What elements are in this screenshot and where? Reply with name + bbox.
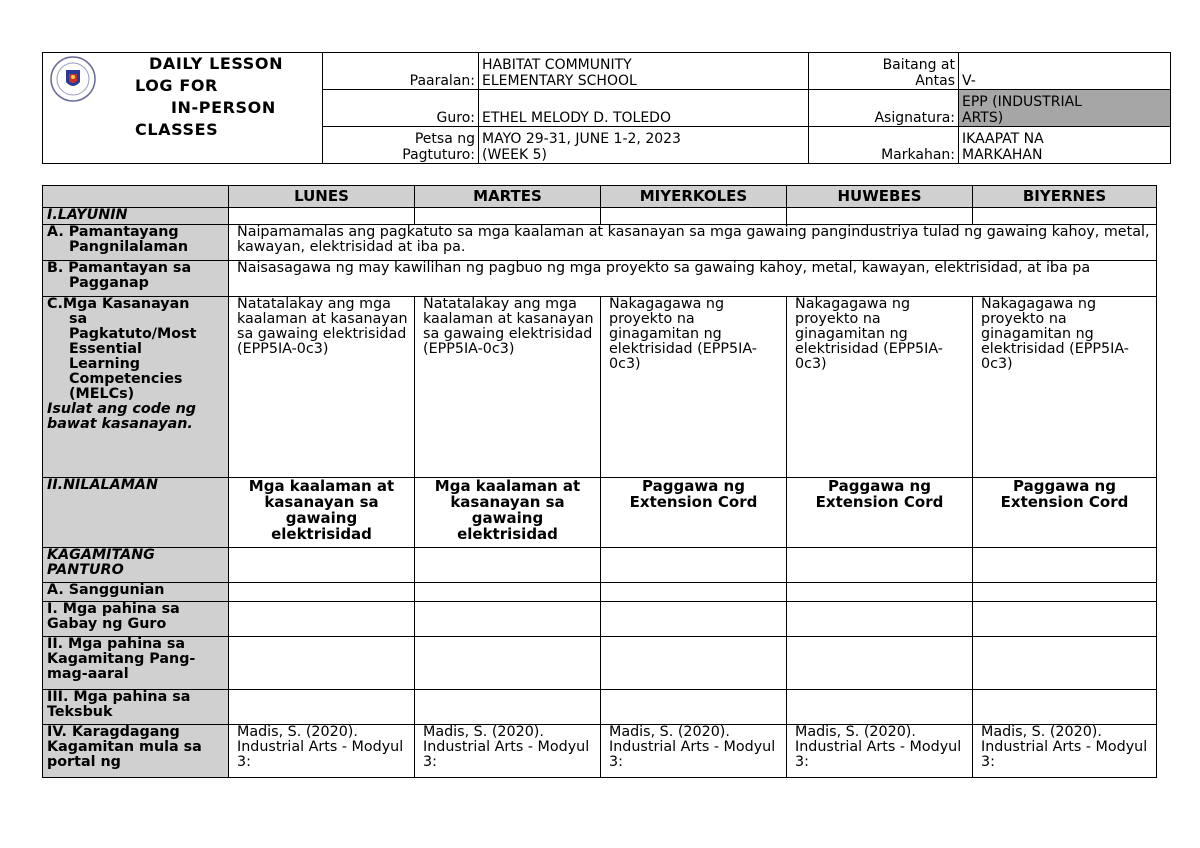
title-cell [43,53,323,164]
karagdagang-cell: Madis, S. (2020). Industrial Arts - Modyul 3: [415,725,601,778]
table-row [43,261,1157,297]
title-line-4: CLASSES [135,120,219,139]
row-label-gabay: I. Mga pahina sa Gabay ng Guro [43,602,229,637]
grade-label: Baitang at Antas [809,53,959,90]
nilalaman-cell: Mga kaalaman at kasanayan sa gawaing elektrisidad [229,478,415,548]
kasanayan-cell: Natatalakay ang mga kaalaman at kasanayan sa gawaing elektrisidad (EPP5IA-0c3) [229,297,415,478]
title-line-1: DAILY LESSON [149,54,284,73]
pamantayang-text: Naipamamalas ang pagkatuto sa mga kaalaman at kasanayan sa mga gawaing pangindustriya tulad ng gawaing kahoy, metal, kawayan, elektrisidad at iba pa. [229,225,1157,261]
day-header-row [43,186,1157,208]
quarter-label: Markahan: [809,127,959,164]
nilalaman-cell: Paggawa ng Extension Cord [787,478,973,548]
day-header: HUWEBES [787,186,973,208]
row-label-layunin: I.LAYUNIN [43,208,229,225]
kasanayan-cell: Nakagagawa ng proyekto na ginagamitan ng elektrisidad (EPP5IA-0c3) [787,297,973,478]
nilalaman-cell: Paggawa ng Extension Cord [601,478,787,548]
pagganap-text: Naisasagawa ng may kawilihan ng pagbuo ng mga proyekto sa gawaing kahoy, metal, kawayan, elektrisidad, at iba pa [229,261,1157,297]
table-row [43,602,1157,637]
day-header: BIYERNES [973,186,1157,208]
school-value: HABITAT COMMUNITY ELEMENTARY SCHOOL [479,53,809,90]
kasanayan-cell: Nakagagawa ng proyekto na ginagamitan ng elektrisidad (EPP5IA-0c3) [973,297,1157,478]
row-label-karagdagang: IV. Karagdagang Kagamitan mula sa portal ng [43,725,229,778]
karagdagang-cell: Madis, S. (2020). Industrial Arts - Modyul 3: [787,725,973,778]
teacher-value: ETHEL MELODY D. TOLEDO [479,90,809,127]
karagdagang-cell: Madis, S. (2020). Industrial Arts - Modyul 3: [973,725,1157,778]
karagdagang-cell: Madis, S. (2020). Industrial Arts - Modyul 3: [229,725,415,778]
table-row [43,225,1157,261]
lesson-table [42,185,1157,778]
table-row [43,690,1157,725]
karagdagang-cell: Madis, S. (2020). Industrial Arts - Modyul 3: [601,725,787,778]
table-row [43,637,1157,690]
date-label: Petsa ng Pagtuturo: [323,127,479,164]
kasanayan-cell: Natatalakay ang mga kaalaman at kasanayan sa gawaing elektrisidad (EPP5IA-0c3) [415,297,601,478]
teacher-label: Guro: [323,90,479,127]
row-label-teksbuk: III. Mga pahina sa Teksbuk [43,690,229,725]
row-label-pamantayang: A. Pamantayang Pangnilalaman [43,225,229,261]
deped-seal-icon [49,55,97,103]
table-row [43,583,1157,602]
grade-value: V- [959,53,1171,90]
subject-label: Asignatura: [809,90,959,127]
nilalaman-cell: Mga kaalaman at kasanayan sa gawaing elektrisidad [415,478,601,548]
corner-cell [43,186,229,208]
day-header: LUNES [229,186,415,208]
page-title [135,53,315,141]
day-header: MARTES [415,186,601,208]
quarter-value: IKAAPAT NA MARKAHAN [959,127,1171,164]
title-line-2: LOG FOR [135,76,218,95]
row-label-kasanayan: C.Mga Kasanayan sa Pagkatuto/Most Essential Learning Competencies (MELCs) Isulat ang code ng bawat kasanayan. [43,297,229,478]
table-row [43,297,1157,478]
title-line-3: IN-PERSON [171,98,276,117]
nilalaman-cell: Paggawa ng Extension Cord [973,478,1157,548]
table-row [43,208,1157,225]
kasanayan-cell: Nakagagawa ng proyekto na ginagamitan ng elektrisidad (EPP5IA-0c3) [601,297,787,478]
school-label: Paaralan: [323,53,479,90]
row-label-pagganap: B. Pamantayan sa Pagganap [43,261,229,297]
subject-value: EPP (INDUSTRIAL ARTS) [959,90,1171,127]
table-row [43,478,1157,548]
table-row [43,725,1157,778]
table-row [43,548,1157,583]
row-label-kagamitang-mag-aaral: II. Mga pahina sa Kagamitang Pang-mag-aaral [43,637,229,690]
row-label-sanggunian: A. Sanggunian [43,583,229,602]
row-label-kagamitang: KAGAMITANG PANTURO [43,548,229,583]
date-value: MAYO 29-31, JUNE 1-2, 2023 (WEEK 5) [479,127,809,164]
day-header: MIYERKOLES [601,186,787,208]
header-table [42,52,1171,164]
row-label-nilalaman: II.NILALAMAN [43,478,229,548]
